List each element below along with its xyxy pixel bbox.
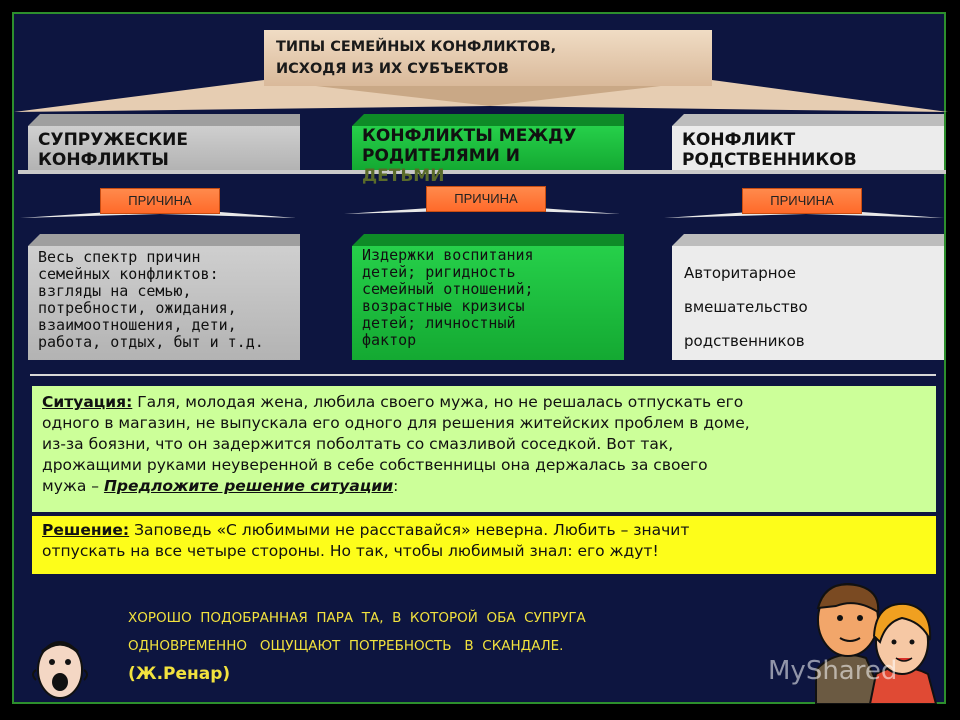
cause-line: возрастные кризисы: [362, 297, 525, 315]
page-title: [276, 36, 556, 80]
cause-label-1: ПРИЧИНА: [100, 188, 220, 214]
cause-line: родственников: [684, 332, 805, 350]
column-head-parents-children: [352, 126, 624, 186]
cause-box-relatives: [672, 246, 944, 360]
column-head-line: КОНФЛИКТЫ МЕЖДУ: [362, 126, 577, 146]
cause-box-parents-children: [352, 246, 624, 360]
watermark: MyShared: [768, 656, 898, 686]
title-line-1: ТИПЫ СЕМЕЙНЫХ КОНФЛИКТОВ,: [276, 39, 557, 55]
cause-line: Весь спектр причин: [38, 248, 201, 266]
column-head-line: РОДСТВЕННИКОВ: [682, 150, 857, 170]
cause-box-spousal: [28, 246, 300, 360]
column-head-line: ДЕТЬМИ: [362, 166, 445, 186]
cause2-bevel: [352, 234, 624, 246]
column-head-line: КОНФЛИКТЫ: [38, 150, 169, 170]
situation-line: из-за боязни, что он задержится поболтать со смазливой соседкой. Вот так,: [42, 435, 674, 453]
cause-line: взаимоотношения, дети,: [38, 316, 237, 334]
column-head-spousal: [28, 126, 300, 170]
cause-line: семейный отношений;: [362, 280, 534, 298]
cause-line: детей; личностный: [362, 314, 516, 332]
column-head-line: КОНФЛИКТ: [682, 130, 796, 150]
cause-line: работа, отдых, быт и т.д.: [38, 333, 264, 351]
situation-line: Галя, молодая жена, любила своего мужа, но не решалась отпускать его: [132, 393, 744, 411]
quote-block: [128, 604, 768, 688]
solution-line: отпускать на все четыре стороны. Но так, чтобы любимый знал: его ждут!: [42, 542, 659, 560]
situation-line: одного в магазин, не выпускала его одного для решения житейских проблем в доме,: [42, 414, 750, 432]
cause-line: взгляды на семью,: [38, 282, 192, 300]
cause-line: детей; ригидность: [362, 263, 516, 281]
cause-line: потребности, ожидания,: [38, 299, 237, 317]
situation-line: мужа –: [42, 477, 104, 495]
situation-line: :: [393, 477, 399, 495]
cause-label-2: ПРИЧИНА: [426, 186, 546, 212]
quote-line-1: ХОРОШО ПОДОБРАННАЯ ПАРА ТА, В КОТОРОЙ ОБА СУПРУГА: [128, 610, 586, 626]
cause1-bevel: [28, 234, 300, 246]
column-head-line: РОДИТЕЛЯМИ И: [362, 146, 520, 166]
cause-line: семейных конфликтов:: [38, 265, 219, 283]
situation-prompt: Предложите решение ситуации: [103, 477, 394, 495]
situation-box: [32, 386, 936, 512]
solution-box: [32, 516, 936, 574]
solution-label: Решение:: [42, 521, 130, 539]
column-head-line: СУПРУЖЕСКИЕ: [38, 130, 189, 150]
col3-bevel: [672, 114, 944, 126]
cause-label-3: ПРИЧИНА: [742, 188, 862, 214]
column-head-relatives: [672, 126, 944, 170]
situation-label: Ситуация:: [42, 393, 133, 411]
situation-line: дрожащими руками неуверенной в себе собственницы она держалась за своего: [42, 456, 708, 474]
solution-line: Заповедь «С любимыми не расставайся» неверна. Любить – значит: [129, 521, 690, 539]
angry-man-icon: [30, 634, 90, 704]
cause3-bevel: [672, 234, 944, 246]
title-line-2: ИСХОДЯ ИЗ ИХ СУБЪЕКТОВ: [276, 61, 509, 77]
col2-bevel: [352, 114, 624, 126]
quote-author: (Ж.Ренар): [128, 664, 231, 684]
cause-line: фактор: [362, 331, 417, 349]
cause-line: Авторитарное: [684, 264, 796, 282]
cause-line: вмешательство: [684, 298, 808, 316]
quote-line-2: ОДНОВРЕМЕННО ОЩУЩАЮТ ПОТРЕБНОСТЬ В СКАНДАЛЕ.: [128, 638, 564, 654]
col1-bevel: [28, 114, 300, 126]
separator-line: [30, 374, 936, 376]
cause-line: Издержки воспитания: [362, 246, 534, 264]
